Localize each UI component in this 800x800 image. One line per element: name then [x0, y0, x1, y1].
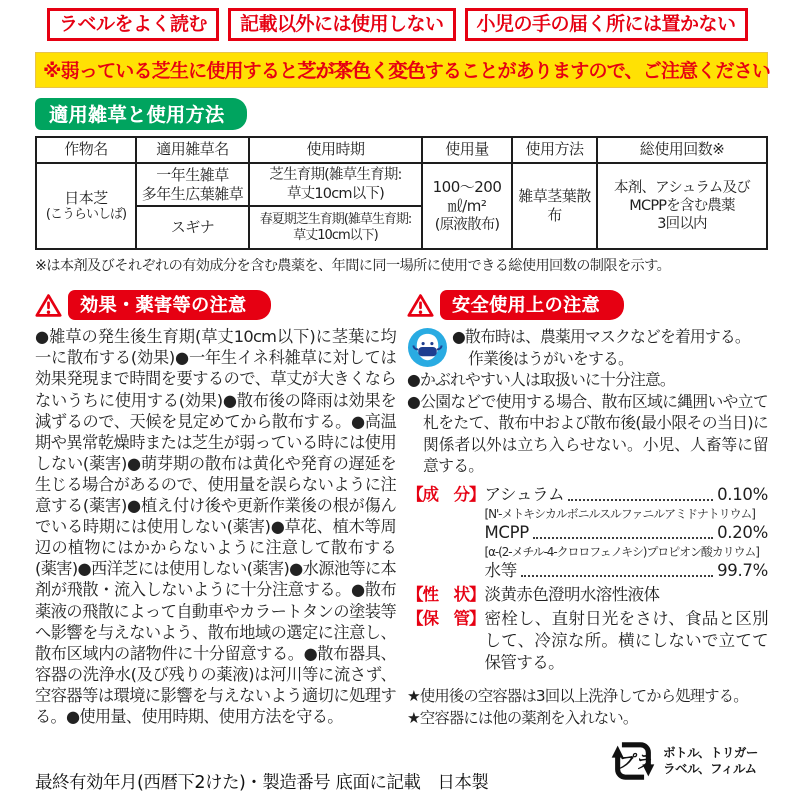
crop-name: 日本芝 — [64, 188, 108, 207]
storage-row — [407, 608, 768, 674]
cell-crop — [36, 163, 136, 250]
safety-bullet1-line1: ●散布時は、農薬用マスクなどを着用する。 — [452, 327, 750, 347]
recycle-caption — [663, 745, 758, 777]
storage-label: 【保 管】 — [407, 608, 485, 628]
col-header-period: 使用時期 — [249, 137, 422, 163]
total-uses-line2: MCPPを含む農薬 — [629, 197, 735, 214]
caution-banner-suffix: することがありますので、ご注意ください — [424, 59, 771, 82]
ingredient-asulam-chemical: [N'-メトキシカルボニルスルファニルアミドナトリウム] — [484, 506, 755, 521]
col-header-total-uses: 総使用回数※ — [597, 137, 767, 163]
star-note-no-refill: ★空容器には他の薬剤を入れない。 — [407, 708, 638, 727]
safety-column — [407, 290, 768, 729]
warning-box-read-label: ラベルをよく読む — [47, 8, 219, 41]
ingredient-mcpp-chemical: [α-(2-メチル-4-クロロフェノキシ)プロピオン酸カリウム] — [484, 544, 759, 559]
composition-body — [485, 484, 769, 582]
amount-note: (原液散布) — [434, 216, 500, 233]
weed-annual: 一年生雑草 — [156, 165, 229, 184]
wear-mask-icon — [407, 327, 448, 368]
mask-bullet-row — [407, 326, 768, 369]
recycle-caption-line2: ラベル、フィルム — [663, 761, 757, 776]
safety-bullet1-line2: 作業後はうがいをする。 — [468, 348, 633, 368]
safety-bullet2: ●かぶれやすい人は取扱いに十分注意。 — [407, 370, 675, 390]
cell-method — [512, 163, 597, 250]
ingredient-water-row — [485, 560, 769, 582]
warning-box-use-as-directed: 記載以外には使用しない — [228, 8, 456, 41]
effects-section-header — [35, 290, 396, 320]
usage-table — [35, 136, 768, 251]
safety-section-title: 安全使用上の注意 — [440, 290, 624, 320]
col-header-weed: 適用雑草名 — [136, 137, 249, 163]
warning-triangle-icon — [407, 293, 434, 318]
dotted-leader — [521, 575, 713, 577]
effects-body-text: ●雑草の発生後生育期(草丈10cm以下)に茎葉に均一に散布する(効果)●一年生イネ科雑草に対しては効果発現まで時間を要するので、草丈が大きくならないうちに使用する(効果)●散布後の降雨は効果を減ずるので、天候を見定めてから散布する。●高温期や異常乾燥時または芝生が弱っている時には使用しない(薬害)●萌芽期の散布は黄化や発育の遅延を生じる場合があるので、使用量を誤らないように注意する(薬害)●植え付け後や更新作業後の根が傷んでいる時期には使用しない(薬害)●草花、植木等周辺の植物にはかからないように注意して散布する(薬害)●西洋芝には使用しない(薬害)●水源池等に本剤が飛散・流入しないように十分注意する。●散布薬液の飛散によって自動車やカラートタンの塗装等へ影響を与えないよう、散布地域の選定に注意し、散布区域内の諸物件に十分留意する。●散布器具、容器の洗浄水(及び残りの薬液)は河川等に流さず、空容器等は環境に影響を与えないよう適切に処理する。●使用量、使用時期、使用方法を守る。 — [35, 327, 396, 726]
caution-banner-highlight: 芝が茶色く変色 — [297, 59, 425, 82]
ingredient-name: MCPP — [484, 522, 529, 542]
recycle-mark-text: プラ — [615, 751, 652, 773]
effects-column — [35, 290, 396, 729]
recycle-mark-block — [610, 738, 758, 784]
total-uses-line1: 本剤、アシュラム及び — [614, 179, 750, 196]
ingredient-value: 0.20% — [717, 522, 768, 542]
cell-total-uses — [597, 163, 767, 250]
effects-section-title: 効果・薬害等の注意 — [68, 290, 271, 320]
ingredient-name: 水等 — [484, 560, 517, 580]
properties-label: 【性 状】 — [407, 584, 485, 604]
caution-banner-prefix: ※弱っている芝生に使用すると — [43, 59, 298, 82]
cell-amount — [422, 163, 512, 250]
safety-bullet3: ●公園などで使用する場合、散布区域に縄囲いや立て札をたて、散布中および散布後(最小限その当日)に関係者以外は立ち入らせない。小児、人畜等に留意する。 — [407, 391, 768, 476]
table-footnote: ※は本剤及びそれぞれの有効成分を含む農薬を、年間に同一場所に使用できる総使用回数の制限を示す。 — [35, 258, 671, 275]
period-row1-line1: 芝生育期(雑草生育期: — [269, 167, 402, 184]
dotted-leader — [533, 537, 713, 539]
cell-period-row2 — [249, 206, 422, 249]
period-row2-line2: 草丈10cm以下) — [293, 227, 378, 243]
col-header-method: 使用方法 — [512, 137, 597, 163]
top-warning-row — [47, 8, 768, 41]
warning-box-keep-from-children: 小児の手の届く所には置かない — [465, 8, 748, 41]
ingredient-asulam-row — [485, 484, 769, 506]
col-header-crop: 作物名 — [36, 137, 136, 163]
notes-columns — [35, 290, 768, 729]
star-note-rinse: ★使用後の空容器は3回以上洗浄してから処理する。 — [407, 686, 748, 705]
safety-section-header — [407, 290, 768, 320]
weed-horsetail: スギナ — [170, 218, 215, 237]
composition-row — [407, 484, 768, 582]
amount-unit: ㎖/m² — [447, 196, 487, 215]
caution-banner — [35, 52, 771, 88]
total-uses-line3: 3回以内 — [657, 216, 707, 233]
usage-table-header-row — [36, 137, 767, 163]
recycle-caption-line1: ボトル、トリガー — [663, 745, 758, 760]
ingredient-mcpp-row — [485, 522, 769, 544]
footer-manufacture-info: 最終有効年月(西暦下2けた)・製造番号 底面に記載 日本製 — [35, 773, 489, 793]
period-row2-line1: 春夏期芝生育期(雑草生育期: — [259, 211, 412, 227]
period-row1-line2: 草丈10cm以下) — [286, 185, 384, 202]
ingredient-value: 0.10% — [717, 484, 768, 504]
cell-weed-row2 — [136, 206, 249, 249]
cell-weed-row1 — [136, 163, 249, 207]
method-text: 雑草茎葉散布 — [518, 187, 591, 225]
properties-value: 淡黄赤色澄明水溶性液体 — [484, 584, 660, 604]
col-header-amount: 使用量 — [422, 137, 512, 163]
usage-section-title: 適用雑草と使用方法 — [35, 98, 247, 130]
usage-table-row-1 — [36, 163, 767, 207]
mask-bullet-text — [452, 326, 750, 369]
dotted-leader — [568, 499, 713, 501]
composition-label: 【成 分】 — [407, 484, 485, 504]
cell-period-row1 — [249, 163, 422, 207]
plastic-recycle-icon — [610, 738, 656, 784]
warning-triangle-icon — [35, 293, 62, 318]
weed-perennial-broadleaf: 多年生広葉雑草 — [141, 184, 244, 203]
ingredient-name: アシュラム — [484, 484, 565, 504]
storage-value: 密栓し、直射日光をさけ、食品と区別して、冷涼な所。横にしないで立てて保管する。 — [484, 608, 768, 672]
ingredient-value: 99.7% — [717, 560, 768, 580]
properties-row — [407, 584, 768, 606]
amount-range: 100〜200 — [432, 178, 502, 197]
crop-name-reading: (こうらいしば) — [45, 207, 127, 223]
star-notes — [407, 685, 768, 729]
